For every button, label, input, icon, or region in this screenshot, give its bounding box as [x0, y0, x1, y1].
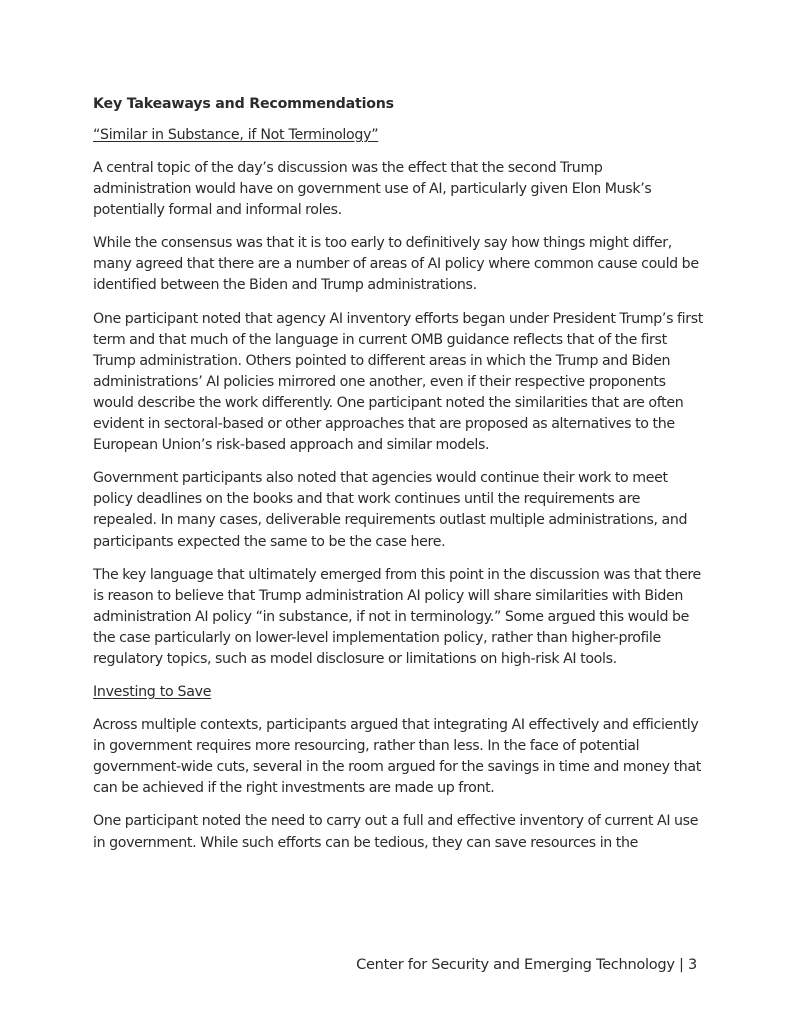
subsection-title: Investing to Save	[93, 684, 212, 701]
paragraph: One participant noted the need to carry out a full and effective inventory of current AI use in government. While such efforts can be tedious, they can save resources in the	[93, 813, 699, 851]
paragraph: A central topic of the day’s discussion was the effect that the second Trump administration would have on government use of AI, particularly given Elon Musk’s potentially formal and informal roles.	[93, 160, 652, 219]
document-body	[93, 94, 703, 866]
paragraph: Across multiple contexts, participants argued that integrating AI effectively and efficiently in government requires more resourcing, rather than less. In the face of potential government-wide cuts, several in the room argued for the savings in time and money that can be achieved if the right investments are made up front.	[93, 717, 701, 797]
section-investing-to-save	[93, 682, 703, 854]
paragraph: The key language that ultimately emerged from this point in the discussion was that there is reason to believe that Trump administration AI policy will share similarities with Biden administration AI policy “in substance, if not in terminology.” Some argued this would be the case particularly on lower-level implementation policy, rather than higher-profile regulatory topics, such as model disclosure or limitations on high-risk AI tools.	[93, 566, 701, 667]
section-similar-in-substance	[93, 125, 703, 670]
subsection-title: “Similar in Substance, if Not Terminology”	[93, 127, 379, 143]
page-footer: Center for Security and Emerging Technology | 3	[356, 956, 697, 973]
paragraph: One participant noted that agency AI inventory efforts began under President Trump’s first term and that much of the language in current OMB guidance reflects that of the first Trump administration. Others pointed to different areas in which the Trump and Biden administrations’ AI policies mirrored one another, even if their respective proponents would describe the work differently. One participant noted the similarities that are often evident in sectoral-based or other approaches that are proposed as alternatives to the European Union’s risk-based approach and similar models.	[93, 310, 703, 454]
paragraph: While the consensus was that it is too early to definitively say how things might differ, many agreed that there are a number of areas of AI policy where common cause could be identified between the Biden and Trump administrations.	[93, 235, 699, 294]
section-heading: Key Takeaways and Recommendations	[93, 96, 394, 112]
paragraph: Government participants also noted that agencies would continue their work to meet policy deadlines on the books and that work continues until the requirements are repealed. In many cases, deliverable requirements outlast multiple administrations, and participants expected the same to be the case here.	[93, 470, 688, 550]
